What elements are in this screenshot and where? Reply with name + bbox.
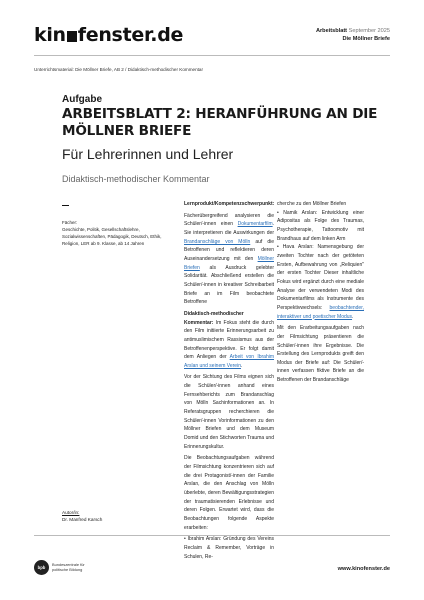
learning-product-text: [184, 212, 274, 307]
page-title-line-1: ARBEITSBLATT 2: HERANFÜHRUNG AN DIE: [62, 106, 378, 122]
text-column-2: [274, 200, 364, 388]
section-dash: [62, 205, 69, 206]
logo-text-right: fenster.de: [77, 24, 184, 46]
subject-meta: [62, 219, 180, 247]
didactic-comment-heading: Didaktisch-methodischer Kommentar:: [184, 310, 244, 326]
paragraph-results: Mit den Erarbeitungsaufgaben nach der Filmsichtung präsentieren die Schüler/-innen ihre Ergebnisse. Die Erstellung des Lernprodukts greift den Modus der Briefe auf: Die Schüler/-innen verfassen fiktive Briefe an die Betroffenen der Brandanschläge: [277, 325, 364, 384]
header-kicker: Arbeitsblatt: [315, 28, 348, 34]
link-moellner-briefe[interactable]: Möllner Briefen: [184, 255, 274, 271]
header-info: [316, 27, 390, 43]
text-run: • Hava Arslan: Namensgebung der zweiten Tochter nach der getöteten Ersten, Aufbewahrung von „Reliquien" der ersten Tochter Dieser inhaltliche Fokus wird ergänzt durch eine mediale Analyse der verwendeten Modi des Dokumentarfilms als Instrumente des Perspektivwechsels:: [277, 244, 364, 311]
page-subline: Didaktisch-methodischer Kommentar: [62, 174, 210, 184]
logo-square-icon: [67, 31, 77, 42]
bullet-namik: • Namik Arslan: Entwicklung einer Adipositas als Folge des Traumas, Psychotherapie, Tattoomotiv mit Brandhaus auf dem linken Arm: [277, 209, 364, 242]
breadcrumb: Unterrichtsmaterial: Die Möllner Briefe, AB 2 / Didaktisch-methodischer Kommentar: [34, 67, 204, 72]
text-run: .: [352, 313, 354, 320]
subjects-label: Fächer:: [62, 220, 78, 225]
text-run: . Sie interpretieren die Auswirkungen der: [184, 221, 274, 236]
text-run: als Ausdruck gelebter Solidarität. Abschließend erstellen die Schüler/-innen in kreativer Schreibarbeit Briefe an im Film beobachtete Betroffene: [184, 264, 274, 306]
bpb-text: [52, 563, 85, 573]
text-column-1: [184, 200, 274, 564]
page-title-line-2: MÖLLNER BRIEFE: [62, 123, 192, 139]
page-title: [62, 106, 377, 140]
bullet-ibrahim-continued: cherche zu den Möllner Briefen: [277, 201, 347, 207]
author-label: Autor/in:: [62, 510, 80, 515]
link-dokumentarfilm[interactable]: Dokumentarfilm: [237, 221, 273, 228]
bpb-line-1: Bundeszentrale für: [52, 562, 85, 567]
bpb-line-2: politische Bildung: [52, 566, 83, 572]
link-modi[interactable]: beobachtender, interaktiver und poetischer Modus: [277, 304, 364, 320]
kinofenster-logo[interactable]: [34, 24, 183, 46]
section-label: Aufgabe: [62, 94, 102, 105]
didactic-comment-text: [184, 310, 274, 371]
paragraph-preparation: Vor der Sichtung des Films eignen sich die Schüler/-innen anhand eines Fernsehberichts zum Brandanschlag von Mölln Sachinformationen an. In Referatsgruppen recherchieren die Schüler/-innen Vorinformationen zu den Möllner Briefen und dem Museum Domid und den Stichworten Trauma und Erinnerungskultur.: [184, 374, 274, 450]
subjects-list: Geschichte, Politik, Gesellschaftslehre, Sozialwissenschaften, Pädagogik, Deutsch, Ethik, Religion, LER ab 9. Klasse, ab 14 Jahren: [62, 227, 162, 247]
logo-text-left: kin: [34, 24, 66, 46]
learning-product-heading: Lernprodukt/Kompetenzschwerpunkt:: [184, 201, 275, 207]
bullet-hava: [277, 243, 364, 321]
text-run: Fächerübergreifend analysieren die Schüler/-innen einen: [184, 212, 274, 228]
footer-divider: [34, 535, 390, 536]
paragraph-observation: Die Beobachtungsaufgaben während der Filmsichtung konzentrieren sich auf die drei Protagonist/-innen der Familie Arslan, die den Anschlag von Mölln überlebte, deren Bewältigungsstrategien der traumatisierenden Erlebnisse und deren Folgen. Erwartet wird, dass die Beobachtungen folgende Aspekte erarbeiten:: [184, 455, 274, 531]
author-name: Dr. Manfred Karsch: [62, 517, 103, 522]
text-run: Im Fokus steht die durch den Film initiierte Erinnerungsarbeit zu antimuslimischem Rassismus aus der Betroffenenperspektive. Er folgt damit dem Anliegen der: [184, 319, 274, 361]
bpb-logo-icon: bpb: [34, 560, 49, 575]
footer-url[interactable]: www.kinofenster.de: [337, 566, 390, 572]
header-date: September 2025: [348, 28, 390, 34]
header-divider: [34, 55, 390, 56]
page-subtitle: Für Lehrerinnen und Lehrer: [62, 146, 234, 162]
bullet-ibrahim: • Ibrahim Arslan: Gründung des Vereins Reclaim & Remember, Vorträge in Schulen, Re-: [184, 536, 274, 560]
header-film-title: Die Möllner Briefe: [342, 36, 390, 42]
text-run: .: [240, 362, 243, 369]
text-run: auf die Betroffenen und reflektieren deren Auseinandersetzung mit den: [184, 238, 274, 262]
link-brandanschlaege[interactable]: Brandanschläge von Mölln: [184, 238, 251, 245]
link-arbeit-arslan[interactable]: Arbeit von Ibrahim Arslan und seinem Verein: [184, 354, 275, 369]
